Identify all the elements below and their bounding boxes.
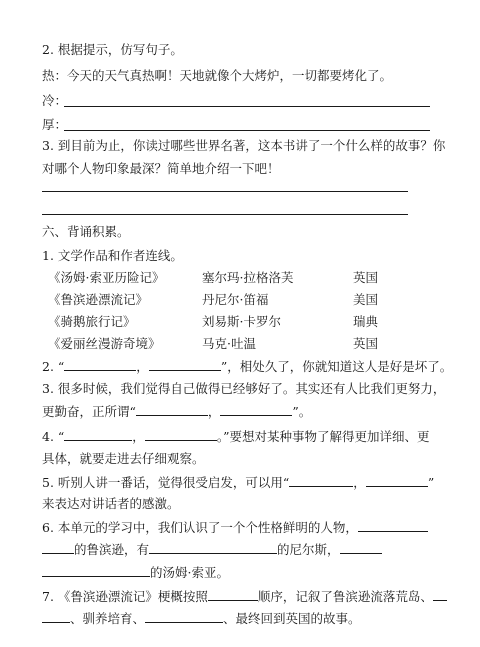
q2-title: 2. 根据提示，仿写句子。 [42, 42, 183, 57]
s6-q7-line2: 、驯养培育、 、最终回到英国的故事。 [42, 610, 361, 627]
s6-q6-line3: 的汤姆·索亚。 [42, 564, 229, 581]
s6-q6-blank-2[interactable] [42, 541, 74, 554]
q2-example: 热：今天的天气真热啊！天地就像个大烤炉，一切都要烤化了。 [42, 68, 393, 83]
s6-q3-line1: 3. 很多时候，我们觉得自己做得已经够好了。其实还有人比我们更努力， [42, 381, 446, 396]
work-book-3: 《骑鹅旅行记》 [48, 314, 136, 329]
q3-line2: 对哪个人物印象最深？简单地介绍一下吧！ [42, 161, 280, 176]
s6-q2-blank-1[interactable] [64, 358, 136, 371]
work-author-3: 刘易斯·卡罗尔 [202, 314, 281, 329]
q3-answer-blank-1[interactable] [42, 191, 408, 192]
s6-q3-blank-2[interactable] [220, 403, 292, 416]
s6-q7-line1: 7. 《鲁滨逊漂流记》梗概按照 顺序，记叙了鲁滨逊流落荒岛、 [42, 588, 447, 605]
work-country-1: 英国 [353, 270, 379, 285]
s6-q5-blank-2[interactable] [366, 474, 428, 487]
q3-answer-blank-2[interactable] [42, 214, 408, 215]
s6-q4-line2: 具体，就要走进去仔细观察。 [42, 451, 205, 466]
s6-q5-line1: 5. 听别人讲一番话，觉得很受启发，可以用“ ， ” [42, 475, 435, 490]
s6-q6-line1: 6. 本单元的学习中，我们认识了一个个性格鲜明的人物， [42, 519, 428, 536]
work-author-2: 丹尼尔·笛福 [202, 292, 269, 307]
s6-q1-title: 1. 文学作品和作者连线。 [42, 248, 183, 263]
s6-q7-blank-1[interactable] [208, 588, 258, 601]
s6-q7-blank-3[interactable] [42, 610, 70, 623]
work-book-4: 《爱丽丝漫游奇境》 [48, 336, 161, 351]
s6-q3-blank-1[interactable] [136, 403, 208, 416]
q2-thick-blank[interactable] [64, 130, 430, 131]
s6-q4-line1: 4. “ ， 。”要想对某种事物了解得更加详细、更 [42, 429, 430, 444]
section6-title: 六、背诵积累。 [42, 224, 130, 239]
q3-line1: 3. 到目前为止，你读过哪些世界名著，这本书讲了一个什么样的故事？你 [42, 138, 446, 153]
s6-q6-blank-3[interactable] [149, 541, 277, 554]
s6-q6-blank-5[interactable] [42, 564, 150, 577]
s6-q5-blank-1[interactable] [289, 474, 353, 487]
work-author-4: 马克·吐温 [202, 336, 256, 351]
work-author-1: 塞尔玛·拉格洛芙 [202, 270, 294, 285]
q2-cold-blank[interactable] [64, 106, 430, 107]
s6-q7-blank-2[interactable] [433, 588, 447, 601]
q2-cold-label: 冷： [42, 93, 68, 108]
s6-q6-blank-4[interactable] [340, 541, 382, 554]
s6-q7-blank-4[interactable] [145, 610, 223, 623]
s6-q3-line2: 更勤奋，正所谓“ ， ”。 [42, 404, 312, 419]
s6-q6-blank-1[interactable] [358, 519, 428, 532]
work-book-1: 《汤姆·索亚历险记》 [48, 270, 165, 285]
s6-q2-blank-2[interactable] [149, 358, 221, 371]
s6-q5-line2: 来表达对讲话者的感激。 [42, 496, 180, 511]
s6-q2: 2. “ ， ”，相处久了，你就知道这人是好是坏了。 [42, 359, 453, 374]
q2-thick-label: 厚： [42, 117, 68, 132]
s6-q6-line2: 的鲁滨逊，有 的尼尔斯， [42, 541, 382, 558]
work-country-4: 英国 [353, 336, 379, 351]
work-book-2: 《鲁滨逊漂流记》 [48, 292, 149, 307]
s6-q4-blank-2[interactable] [145, 428, 217, 441]
work-country-2: 美国 [353, 292, 379, 307]
work-country-3: 瑞典 [353, 314, 379, 329]
s6-q4-blank-1[interactable] [64, 428, 132, 441]
